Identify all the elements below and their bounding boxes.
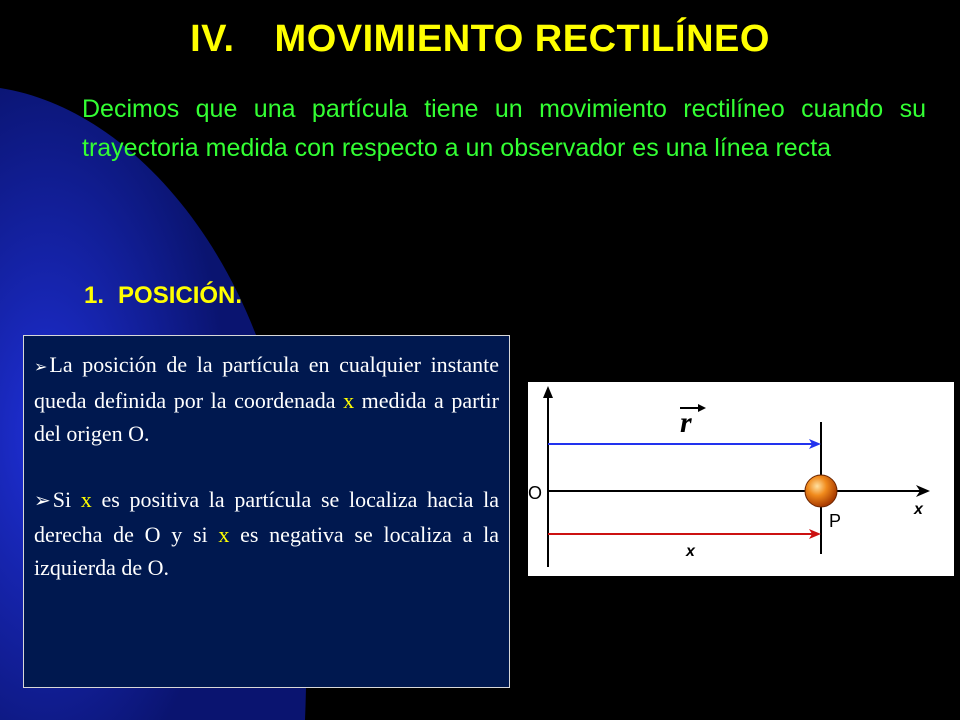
var-x: x — [343, 388, 355, 413]
var-x: x — [80, 487, 92, 512]
section-number: 1. — [84, 282, 105, 309]
title-text: MOVIMIENTO RECTILÍNEO — [274, 18, 770, 60]
explanation-box — [23, 335, 510, 688]
axis-x-label: x — [914, 501, 923, 518]
diagram-svg — [528, 382, 954, 576]
arrow-bullet-icon: ➢ — [34, 490, 51, 512]
vertical-axis-arrow-icon — [543, 386, 553, 398]
arrow-bullet-icon: ➢ — [34, 359, 48, 376]
vector-label: r — [680, 406, 692, 439]
bullet-sign: ➢Si x es positiva la partícula se localiza hacia la derecha de O y si x es negativa se localiza a la izquierda de O. — [34, 487, 499, 580]
vector-overline-arrow-icon — [698, 404, 706, 412]
section-heading — [84, 282, 242, 310]
var-x: x — [218, 522, 230, 547]
distance-label: x — [686, 543, 695, 560]
bullet-position: ➢La posición de la partícula en cualquier instante queda definida por la coordenada x medida a partir del origen O. — [34, 352, 499, 446]
slide-title — [0, 18, 960, 61]
origin-label: O — [528, 483, 543, 503]
section-title: POSICIÓN. — [118, 282, 243, 309]
title-number: IV. — [190, 18, 235, 60]
point-label: P — [829, 511, 842, 531]
intro-paragraph: Decimos que una partícula tiene un movimiento rectilíneo cuando su trayectoria medida con respecto a un observador es una línea recta — [82, 95, 926, 162]
particle-p — [805, 475, 837, 507]
position-diagram — [528, 382, 954, 576]
